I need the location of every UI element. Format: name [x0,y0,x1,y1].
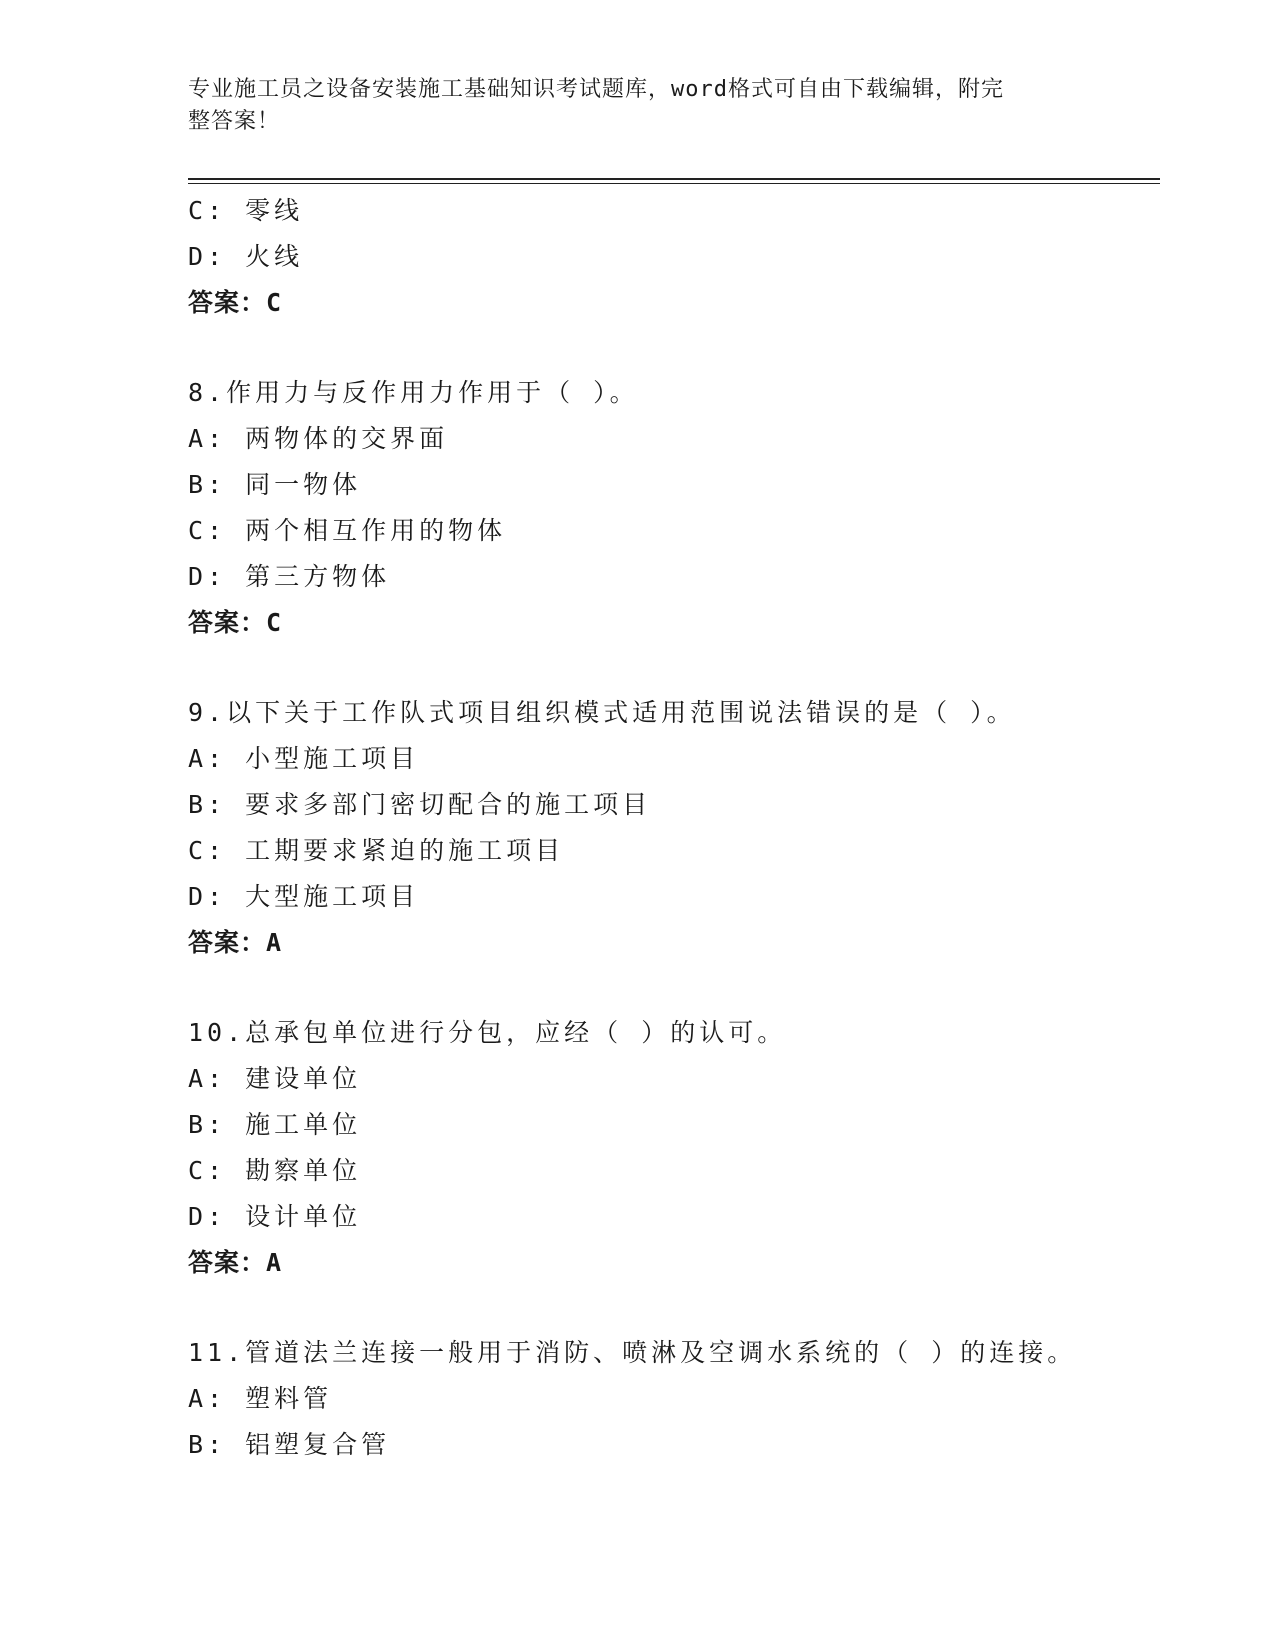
question-10 [188,1010,1160,1286]
option-d: D: 第三方物体 [188,562,391,591]
header-divider-thick [188,178,1160,180]
option-d: D: 设计单位 [188,1202,362,1231]
question-stem: 8.作用力与反作用力作用于（ ）。 [188,378,639,407]
question-stem: 10.总承包单位进行分包，应经（ ）的认可。 [188,1018,787,1047]
option-a: A: 建设单位 [188,1064,362,1093]
option-c: C: 两个相互作用的物体 [188,516,507,545]
header-divider-thin [188,183,1160,184]
option-d: D: 大型施工项目 [188,882,420,911]
option-a: A: 小型施工项目 [188,744,420,773]
header-line-1: 专业施工员之设备安装施工基础知识考试题库，word格式可自由下载编辑，附完 [188,77,1004,102]
header-line-2: 整答案！ [188,109,281,134]
option-d: D: 火线 [188,242,304,271]
option-a: A: 两物体的交界面 [188,424,449,453]
question-11 [188,1330,1160,1468]
answer-line: 答案：C [188,608,283,637]
question-9 [188,690,1160,966]
answer-line: 答案：A [188,928,283,957]
question-stem: 11.管道法兰连接一般用于消防、喷淋及空调水系统的（ ）的连接。 [188,1338,1077,1367]
option-b: B: 同一物体 [188,470,362,499]
option-b: B: 施工单位 [188,1110,362,1139]
option-c: C: 工期要求紧迫的施工项目 [188,836,565,865]
answer-line: 答案：A [188,1248,283,1277]
answer-line: 答案：C [188,288,283,317]
option-b: B: 要求多部门密切配合的施工项目 [188,790,652,819]
option-a: A: 塑料管 [188,1384,333,1413]
document-header [188,74,1068,138]
question-list [188,188,1160,1468]
question-8 [188,370,1160,646]
option-c: C: 零线 [188,196,304,225]
continued-question [188,188,1160,326]
option-c: C: 勘察单位 [188,1156,362,1185]
option-b: B: 铝塑复合管 [188,1430,391,1459]
question-stem: 9.以下关于工作队式项目组织模式适用范围说法错误的是（ ）。 [188,698,1016,727]
